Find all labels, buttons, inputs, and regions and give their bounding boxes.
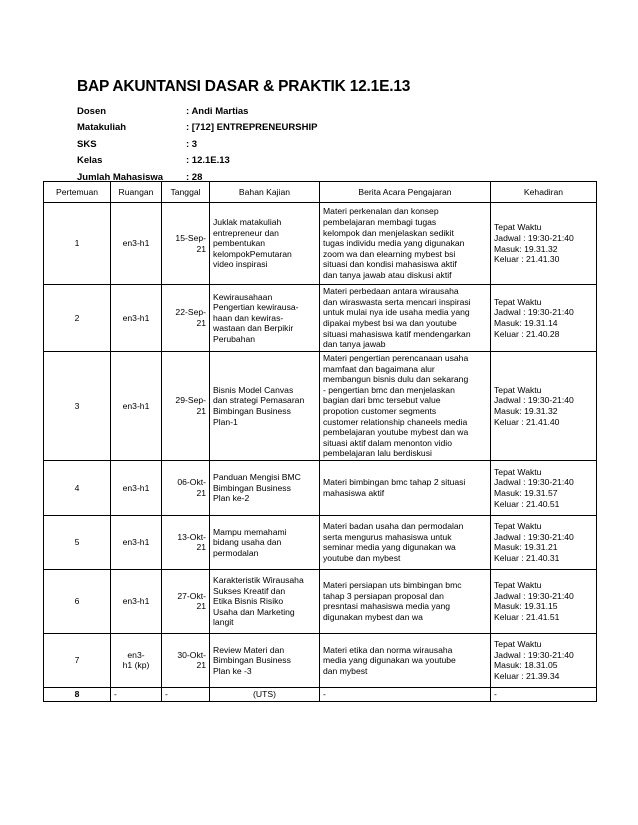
cell-kehadiran: - bbox=[491, 687, 597, 701]
table-row bbox=[44, 515, 597, 569]
cell-ruangan: en3-h1 bbox=[111, 515, 162, 569]
cell-berita-acara: Materi etika dan norma wirausaha media yang digunakan wa youtube dan mybest bbox=[320, 633, 491, 687]
cell-bahan-kajian: Juklak matakuliah entrepreneur dan pembentukan kelompokPemutaran video inspirasi bbox=[210, 203, 320, 285]
info-label: Jumlah Mahasiswa bbox=[77, 171, 164, 183]
cell-kehadiran: Tepat Waktu Jadwal : 19:30-21:40 Masuk: 18.31.05 Keluar : 21.39.34 bbox=[491, 633, 597, 687]
header-tanggal: Tanggal bbox=[162, 182, 210, 203]
cell-ruangan: en3-h1 bbox=[111, 285, 162, 352]
cell-bahan-kajian: Review Materi dan Bimbingan Business Plan ke -3 bbox=[210, 633, 320, 687]
table-row bbox=[44, 203, 597, 285]
info-value: : [712] ENTREPRENEURSHIP bbox=[186, 122, 318, 134]
info-label: Matakuliah bbox=[77, 122, 127, 134]
attendance-table bbox=[43, 181, 597, 702]
cell-tanggal: 30-Okt- 21 bbox=[162, 633, 210, 687]
cell-berita-acara: Materi persiapan uts bimbingan bmc tahap 3 persiapan proposal dan presntasi mahasiswa media yang digunakan mybest dan wa bbox=[320, 569, 491, 633]
table-row bbox=[44, 285, 597, 352]
cell-ruangan: en3-h1 bbox=[111, 569, 162, 633]
cell-berita-acara: Materi perkenalan dan konsep pembelajaran membagi tugas kelompok dan menjelaskan sedikit tugas individu media yang digunakan zoom wa dan elearning mybest bsi situasi dan kondisi mahasiswa aktif dan tanya jawab atau diskusi aktif bbox=[320, 203, 491, 285]
header-pertemuan: Pertemuan bbox=[44, 182, 111, 203]
table-row bbox=[44, 687, 597, 701]
cell-kehadiran: Tepat Waktu Jadwal : 19:30-21:40 Masuk: 19.31.57 Keluar : 21.40.51 bbox=[491, 460, 597, 515]
cell-tanggal: 15-Sep- 21 bbox=[162, 203, 210, 285]
cell-pertemuan: 8 bbox=[44, 687, 111, 701]
info-value: : 12.1E.13 bbox=[186, 155, 230, 167]
cell-tanggal: 22-Sep- 21 bbox=[162, 285, 210, 352]
header-kehadiran: Kehadiran bbox=[491, 182, 597, 203]
info-value: : Andi Martias bbox=[186, 105, 249, 117]
info-label: Kelas bbox=[77, 155, 103, 167]
table-row bbox=[44, 460, 597, 515]
info-row-matakuliah bbox=[77, 120, 317, 137]
cell-kehadiran: Tepat Waktu Jadwal : 19:30-21:40 Masuk: 19.31.15 Keluar : 21.41.51 bbox=[491, 569, 597, 633]
cell-kehadiran: Tepat Waktu Jadwal : 19:30-21:40 Masuk: 19.31.32 Keluar : 21.41.30 bbox=[491, 203, 597, 285]
info-label: SKS bbox=[77, 138, 97, 150]
table-row bbox=[44, 352, 597, 461]
info-row-sks bbox=[77, 136, 317, 153]
cell-bahan-kajian: (UTS) bbox=[210, 687, 320, 701]
cell-ruangan: en3-h1 bbox=[111, 460, 162, 515]
cell-bahan-kajian: Bisnis Model Canvas dan strategi Pemasaran Bimbingan Business Plan-1 bbox=[210, 352, 320, 461]
cell-bahan-kajian: Karakteristik Wirausaha Sukses Kreatif dan Etika Bisnis Risiko Usaha dan Marketing langit bbox=[210, 569, 320, 633]
header-berita-acara: Berita Acara Pengajaran bbox=[320, 182, 491, 203]
cell-bahan-kajian: Mampu memahami bidang usaha dan permodalan bbox=[210, 515, 320, 569]
cell-berita-acara: - bbox=[320, 687, 491, 701]
cell-bahan-kajian: Kewirausahaan Pengertian kewirausa- haan dan kewiras- wastaan dan Berpikir Perubahan bbox=[210, 285, 320, 352]
cell-kehadiran: Tepat Waktu Jadwal : 19:30-21:40 Masuk: 19.31.14 Keluar : 21.40.28 bbox=[491, 285, 597, 352]
cell-tanggal: 06-Okt- 21 bbox=[162, 460, 210, 515]
header-ruangan: Ruangan bbox=[111, 182, 162, 203]
cell-kehadiran: Tepat Waktu Jadwal : 19:30-21:40 Masuk: 19.31.32 Keluar : 21.41.40 bbox=[491, 352, 597, 461]
cell-tanggal: 27-Okt- 21 bbox=[162, 569, 210, 633]
cell-pertemuan: 6 bbox=[44, 569, 111, 633]
course-info bbox=[77, 103, 317, 186]
table-row bbox=[44, 569, 597, 633]
page-title: BAP AKUNTANSI DASAR & PRAKTIK 12.1E.13 bbox=[77, 78, 411, 95]
cell-tanggal: - bbox=[162, 687, 210, 701]
table-row bbox=[44, 633, 597, 687]
info-label: Dosen bbox=[77, 105, 107, 117]
cell-pertemuan: 7 bbox=[44, 633, 111, 687]
cell-ruangan: en3-h1 bbox=[111, 352, 162, 461]
cell-pertemuan: 3 bbox=[44, 352, 111, 461]
cell-berita-acara: Materi bimbingan bmc tahap 2 situasi mahasiswa aktif bbox=[320, 460, 491, 515]
info-value: : 3 bbox=[186, 138, 198, 150]
header-bahan-kajian: Bahan Kajian bbox=[210, 182, 320, 203]
cell-berita-acara: Materi pengertian perencanaan usaha mamfaat dan bagaimana alur membangun bisnis dulu dan sekarang - pengertian bmc dan menjelaskan bagian dari bmc tersebut value propotion customer segments customer relationship chaneels media pembelajaran youtube mybest dan wa situasi aktif dalam menonton vidio pembelajaran lalu berdiskusi bbox=[320, 352, 491, 461]
cell-kehadiran: Tepat Waktu Jadwal : 19:30-21:40 Masuk: 19.31.21 Keluar : 21.40.31 bbox=[491, 515, 597, 569]
cell-ruangan: en3-h1 bbox=[111, 203, 162, 285]
cell-tanggal: 13-Okt- 21 bbox=[162, 515, 210, 569]
info-value: : 28 bbox=[186, 171, 203, 183]
cell-berita-acara: Materi perbedaan antara wirausaha dan wiraswasta serta mencari inspirasi untuk mulai nya ide usaha media yang dipakai mybest bsi wa dan youtube situasi mahasiswa katif mendengarkan dan tanya jawab bbox=[320, 285, 491, 352]
cell-ruangan: - bbox=[111, 687, 162, 701]
cell-pertemuan: 5 bbox=[44, 515, 111, 569]
info-row-kelas bbox=[77, 153, 317, 170]
cell-pertemuan: 2 bbox=[44, 285, 111, 352]
cell-bahan-kajian: Panduan Mengisi BMC Bimbingan Business Plan ke-2 bbox=[210, 460, 320, 515]
table-header-row bbox=[44, 182, 597, 203]
cell-ruangan: en3- h1 (kp) bbox=[111, 633, 162, 687]
cell-pertemuan: 4 bbox=[44, 460, 111, 515]
cell-pertemuan: 1 bbox=[44, 203, 111, 285]
cell-tanggal: 29-Sep- 21 bbox=[162, 352, 210, 461]
info-row-dosen bbox=[77, 103, 317, 120]
cell-berita-acara: Materi badan usaha dan permodalan serta mengurus mahasiswa untuk seminar media yang digunakan wa youtube dan mybest bbox=[320, 515, 491, 569]
